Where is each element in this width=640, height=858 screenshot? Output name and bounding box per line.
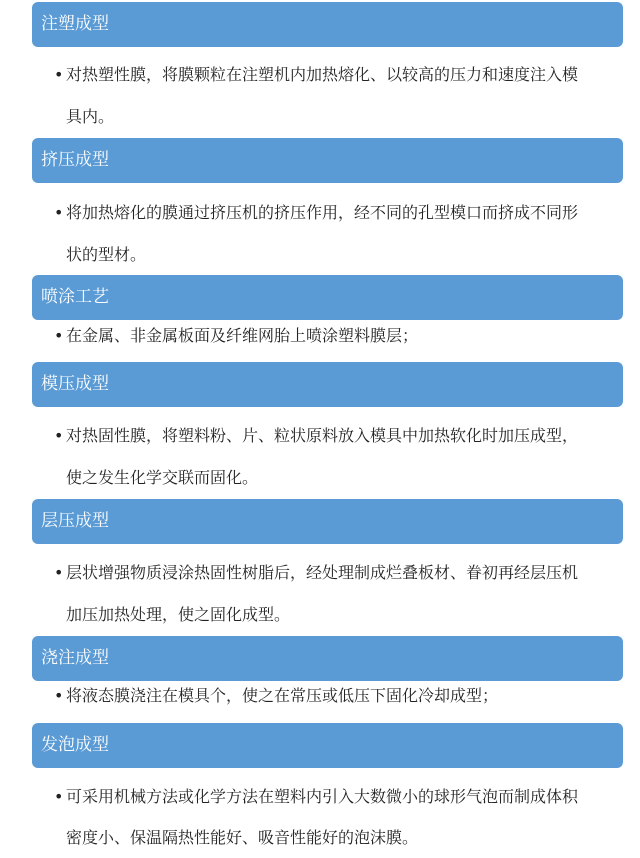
bullet-icon: • [54,326,64,345]
item-text: 在金属、非金属板面及纤维网胎上喷涂塑料膜层； [66,326,419,345]
list-item [54,193,578,233]
list-item-continuation [54,97,114,137]
section-header-compression-molding [32,362,623,407]
list-item [54,553,578,593]
item-text: 将加热熔化的膜通过挤压机的挤压作用，经不同的孔型模口而挤成不同形 [66,203,579,222]
list-item-continuation [54,595,290,635]
bullet-icon: • [54,65,64,84]
section-title: 发泡成型 [41,735,109,755]
item-text: 密度小、保温隔热性能好、吸音性能好的泡沫膜。 [66,828,419,847]
section-header-injection-molding [32,2,623,47]
bullet-icon: • [54,563,64,582]
item-text: 状的型材。 [66,245,147,264]
list-item [54,676,498,716]
item-text: 可采用机械方法或化学方法在塑料内引入大数微小的球形气泡而制成体积 [66,787,579,806]
section-title: 层压成型 [41,511,109,531]
section-title: 模压成型 [41,374,109,394]
list-item [54,416,578,456]
item-text: 将液态膜浇注在模具个，使之在常压或低压下固化冷却成型； [66,686,499,705]
section-header-lamination [32,499,623,544]
list-item [54,777,578,817]
section-header-extrusion [32,138,623,183]
section-title: 挤压成型 [41,150,109,170]
section-title: 浇注成型 [41,648,109,668]
bullet-icon: • [54,426,64,445]
list-item-continuation [54,235,146,275]
item-text: 对热固性膜，将塑料粉、片、粒状原料放入模具中加热软化时加压成型， [66,426,579,445]
bullet-icon: • [54,203,64,222]
item-text: 层状增强物质浸涂热固性树脂后，经处理制成烂叠板材、眷初再经层压机 [66,563,579,582]
item-text: 对热塑性膜，将膜颗粒在注塑机内加热熔化、以较高的压力和速度注入模 [66,65,579,84]
section-header-foaming [32,723,623,768]
item-text: 具内。 [66,107,115,126]
list-item-continuation [54,818,418,858]
list-item [54,55,578,95]
item-text: 使之发生化学交联而固化。 [66,468,259,487]
section-title: 注塑成型 [41,14,109,34]
section-header-spraying [32,275,623,320]
section-title: 喷涂工艺 [41,287,109,307]
item-text: 加压加热处理，使之固化成型。 [66,605,291,624]
list-item-continuation [54,458,258,498]
section-header-casting [32,636,623,681]
bullet-icon: • [54,787,64,806]
list-item [54,316,418,356]
bullet-icon: • [54,686,64,705]
